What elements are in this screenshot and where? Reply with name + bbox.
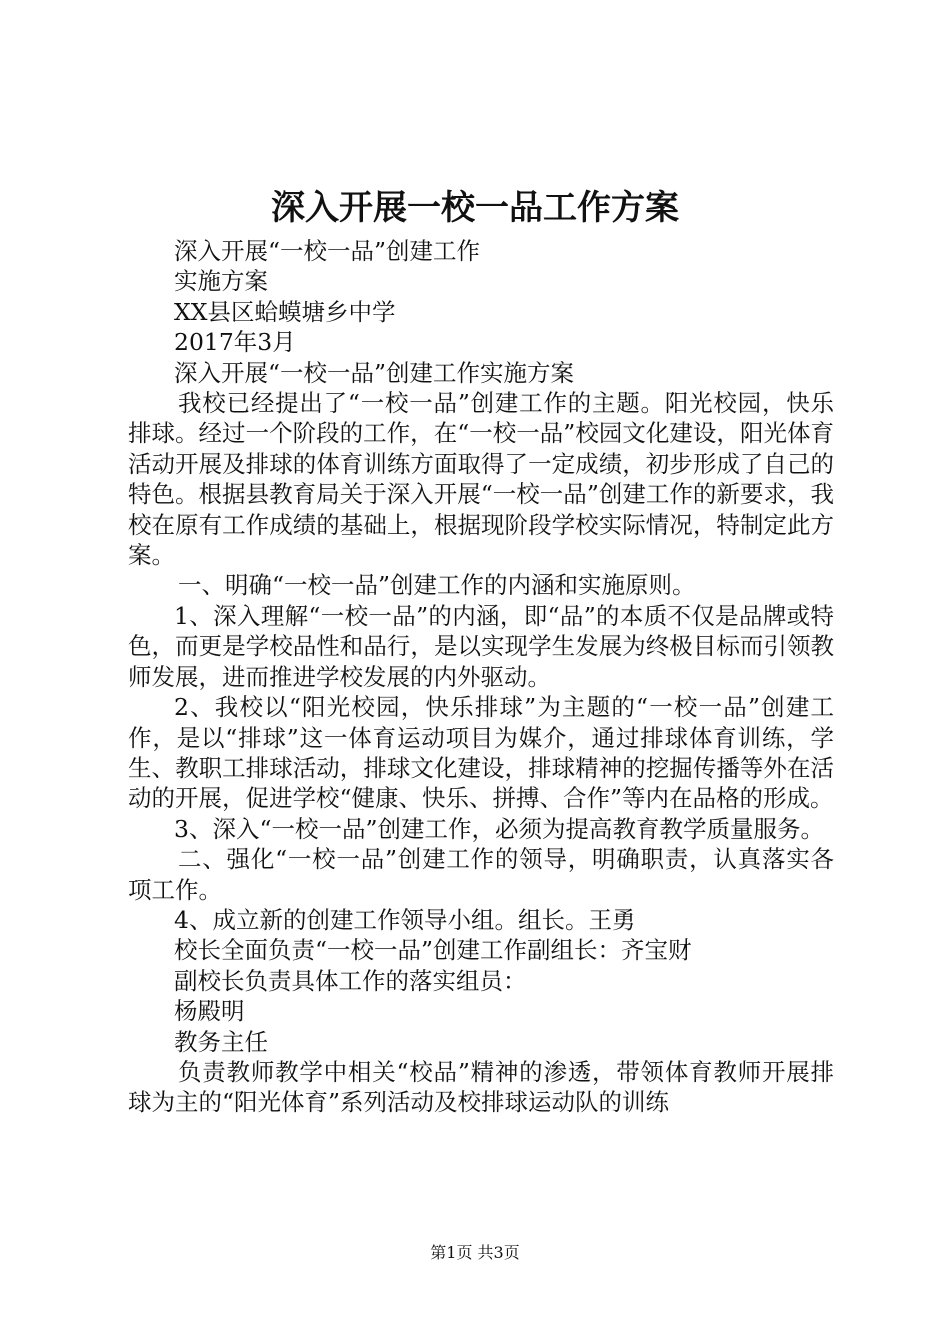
- paragraph: 校长全面负责“一校一品”创建工作副组长：齐宝财: [174, 936, 692, 965]
- paragraph: 我校已经提出了“一校一品”创建工作的主题。阳光校园，快乐排球。经过一个阶段的工作，在“一校一品”校园文化建设，阳光体育活动开展及排球的体育训练方面取得了一定成绩，初步形成了自己的特色。根据县教育局关于深入开展“一校一品”创建工作的新要求，我校在原有工作成绩的基础上，根据现阶段学校实际情况，特制定此方案。: [128, 389, 834, 570]
- paragraph: 实施方案: [174, 267, 268, 296]
- paragraph: 4、成立新的创建工作领导小组。组长。王勇: [174, 905, 636, 934]
- paragraph: 深入开展“一校一品”创建工作: [174, 237, 481, 265]
- paragraph: 3、深入“一校一品”创建工作，必须为提高教育教学质量服务。: [174, 814, 824, 843]
- paragraph: 教务主任: [174, 1027, 268, 1056]
- paragraph: 2、我校以“阳光校园，快乐排球”为主题的“一校一品”创建工作，是以“排球”这一体育运动项目为媒介，通过排球体育训练，学生、教职工排球活动，排球文化建设，排球精神的挖掘传播等外在活动的开展，促进学校“健康、快乐、拼搏、合作”等内在品格的形成。: [128, 693, 834, 813]
- paragraph: 2017年3月: [174, 328, 296, 357]
- document-body: [128, 236, 834, 1118]
- paragraph: 1、深入理解“一校一品”的内涵，即“品”的本质不仅是品牌或特色，而更是学校品性和品行，是以实现学生发展为终极目标而引领教师发展，进而推进学校发展的内外驱动。: [128, 601, 834, 691]
- paragraph: 二、强化“一校一品”创建工作的领导，明确职责，认真落实各项工作。: [128, 845, 834, 904]
- paragraph: 一、明确“一校一品”创建工作的内涵和实施原则。: [178, 571, 696, 600]
- paragraph: 负责教师教学中相关“校品”精神的渗透，带领体育教师开展排球为主的“阳光体育”系列活动及校排球运动队的训练: [128, 1057, 834, 1117]
- paragraph: 深入开展“一校一品”创建工作实施方案: [174, 358, 575, 387]
- paragraph: XX县区蛤蟆塘乡中学: [174, 297, 396, 326]
- page-footer: 第1页 共3页: [430, 1243, 520, 1262]
- paragraph: 杨殿明: [174, 997, 245, 1026]
- paragraph: 副校长负责具体工作的落实组员：: [174, 966, 527, 995]
- document-title: 深入开展一校一品工作方案: [271, 188, 679, 228]
